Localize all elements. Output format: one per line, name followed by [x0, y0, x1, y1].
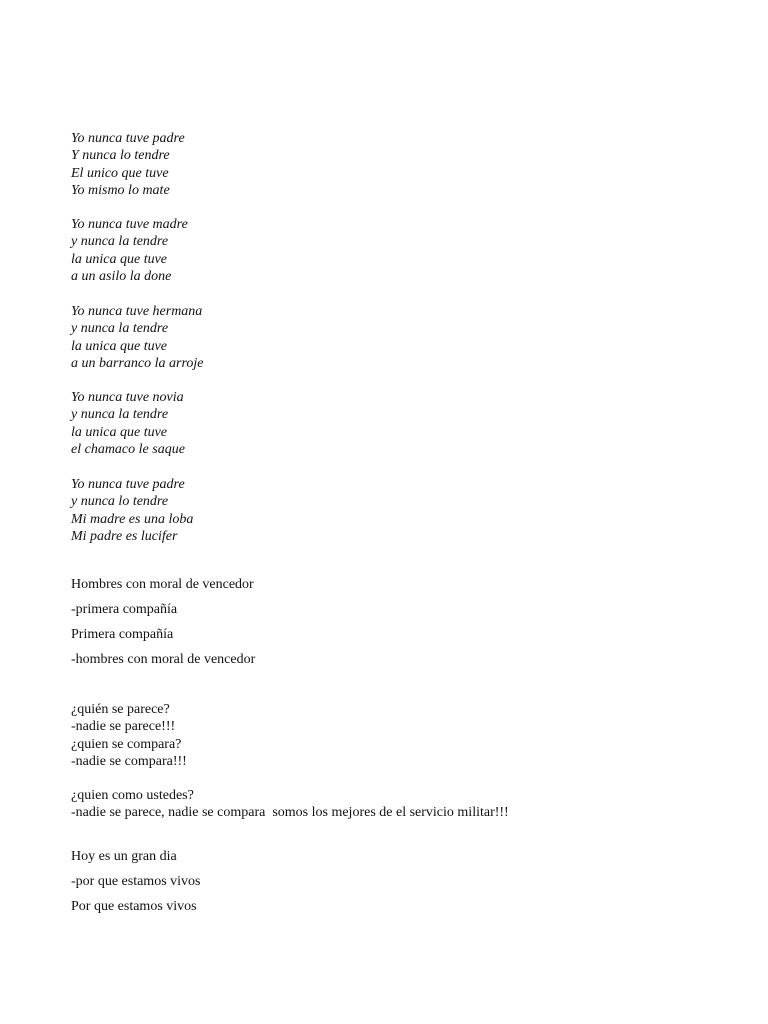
verse-line: y nunca la tendre — [71, 407, 169, 423]
verse-line: la unica que tuve — [71, 251, 168, 267]
chant-block-3 — [71, 787, 509, 822]
chant-line: Hombres con moral de vencedor — [71, 577, 254, 592]
verse-line: Yo nunca tuve novia — [71, 390, 184, 405]
verse-2 — [71, 216, 188, 286]
chant-line: -hombres con moral de vencedor — [71, 652, 256, 667]
verse-line: la unica que tuve — [71, 338, 168, 354]
verse-line: El unico que tuve — [71, 165, 169, 181]
verse-line: Yo nunca tuve padre — [71, 477, 185, 492]
verse-line: Y nunca lo tendre — [71, 148, 170, 164]
verse-line: y nunca lo tendre — [71, 494, 169, 510]
chant-line: -nadie se parece, nadie se compara somos los mejores de el servicio militar!!! — [71, 805, 509, 821]
verse-line: a un barranco la arroje — [71, 356, 204, 372]
verse-line: Yo nunca tuve padre — [71, 131, 185, 146]
chant-block-1 — [71, 572, 255, 672]
chant-line: ¿quien como ustedes? — [71, 788, 194, 803]
verse-line: Yo nunca tuve hermana — [71, 304, 203, 319]
verse-4 — [71, 389, 185, 459]
chant-line: Primera compañía — [71, 627, 174, 642]
verse-line: y nunca la tendre — [71, 321, 169, 337]
chant-line: Por que estamos vivos — [71, 899, 197, 914]
chant-block-4 — [71, 844, 200, 919]
chant-line: -por que estamos vivos — [71, 874, 201, 889]
verse-line: a un asilo la done — [71, 269, 172, 285]
chant-line: -nadie se compara!!! — [71, 754, 187, 770]
chant-line: ¿quien se compara? — [71, 736, 182, 752]
verse-line: Mi madre es una loba — [71, 511, 194, 527]
chant-line: Hoy es un gran dia — [71, 849, 177, 864]
verse-line: el chamaco le saque — [71, 442, 185, 458]
verse-3 — [71, 303, 203, 373]
verse-1 — [71, 130, 185, 200]
chant-line: -nadie se parece!!! — [71, 719, 176, 735]
verse-line: y nunca la tendre — [71, 234, 169, 250]
chant-line: ¿quién se parece? — [71, 702, 170, 717]
verse-5 — [71, 476, 193, 546]
chant-line: -primera compañía — [71, 602, 178, 617]
verse-line: Yo mismo lo mate — [71, 183, 170, 199]
verse-line: Mi padre es lucifer — [71, 529, 178, 545]
verse-line: Yo nunca tuve madre — [71, 217, 188, 232]
chant-block-2 — [71, 701, 187, 771]
verse-line: la unica que tuve — [71, 424, 168, 440]
